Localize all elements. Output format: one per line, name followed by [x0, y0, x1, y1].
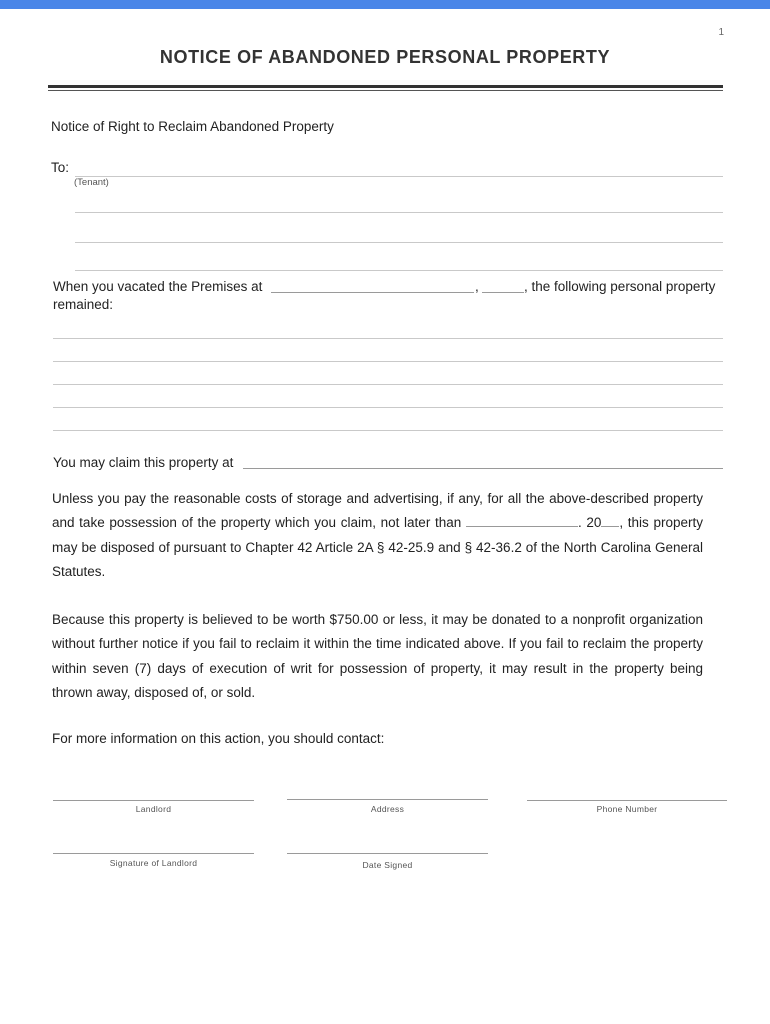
property-line-5[interactable]	[53, 430, 723, 431]
signature-label: Signature of Landlord	[109, 858, 198, 868]
to-label: To:	[51, 160, 70, 175]
document-title: NOTICE OF ABANDONED PERSONAL PROPERTY	[159, 47, 611, 67]
vacated-suffix: , the following personal property	[524, 279, 716, 294]
vacated-line2: remained:	[53, 297, 114, 312]
property-line-2[interactable]	[53, 361, 723, 362]
tenant-address-line-3[interactable]	[75, 270, 723, 271]
disposal-text-part1: Unless you pay the reasonable costs of storage and advertising, if any, for all the above-described property and take possession of the property which you claim, not later than	[52, 491, 703, 531]
title-rule-thick	[48, 85, 723, 88]
claim-label: You may claim this property at	[53, 455, 234, 470]
disposal-text-year: . 20	[577, 515, 602, 531]
vacated-comma: ,	[475, 279, 479, 294]
donation-paragraph: Because this property is believed to be worth $750.00 or less, it may be donated to a nonprofit organization without further notice if you fail to reclaim it within the time indicated above. If you fail to reclaim the property within seven (7) days of execution of writ for possession of property, it may result in the property being thrown away, disposed of, or sold.	[52, 612, 703, 700]
deadline-year-field[interactable]	[601, 516, 619, 527]
date-signed-field[interactable]	[287, 853, 488, 854]
property-line-1[interactable]	[53, 338, 723, 339]
tenant-address-line-1[interactable]	[75, 212, 723, 213]
tenant-hint: (Tenant)	[74, 177, 109, 188]
property-line-4[interactable]	[53, 407, 723, 408]
landlord-field[interactable]	[53, 800, 254, 801]
property-line-3[interactable]	[53, 384, 723, 385]
address-label: Address	[370, 804, 405, 814]
tenant-address-line-2[interactable]	[75, 242, 723, 243]
date-signed-label: Date Signed	[362, 860, 413, 870]
page-number: 1	[718, 27, 724, 38]
title-rule-thin	[48, 90, 723, 91]
premises-address-field[interactable]	[271, 292, 474, 293]
disposal-paragraph	[52, 487, 703, 584]
vacated-prefix: When you vacated the Premises at	[53, 279, 263, 294]
notice-subtitle: Notice of Right to Reclaim Abandoned Property	[51, 119, 334, 134]
contact-label: For more information on this action, you should contact:	[52, 731, 385, 746]
landlord-signature-field[interactable]	[53, 853, 254, 854]
disposal-text-part3: , this property may be disposed of pursuant to Chapter 42 Article 2A § 42-25.9 and § 42-36.2 of the North Carolina General Statutes.	[52, 515, 703, 579]
phone-number-field[interactable]	[527, 800, 727, 801]
phone-number-label: Phone Number	[596, 804, 658, 814]
premises-city-field[interactable]	[482, 292, 524, 293]
claim-location-field[interactable]	[243, 468, 723, 469]
landlord-label: Landlord	[135, 804, 172, 814]
deadline-date-field[interactable]	[466, 516, 578, 527]
top-accent-bar	[0, 0, 770, 9]
address-field[interactable]	[287, 799, 488, 800]
tenant-name-field[interactable]	[75, 176, 723, 177]
